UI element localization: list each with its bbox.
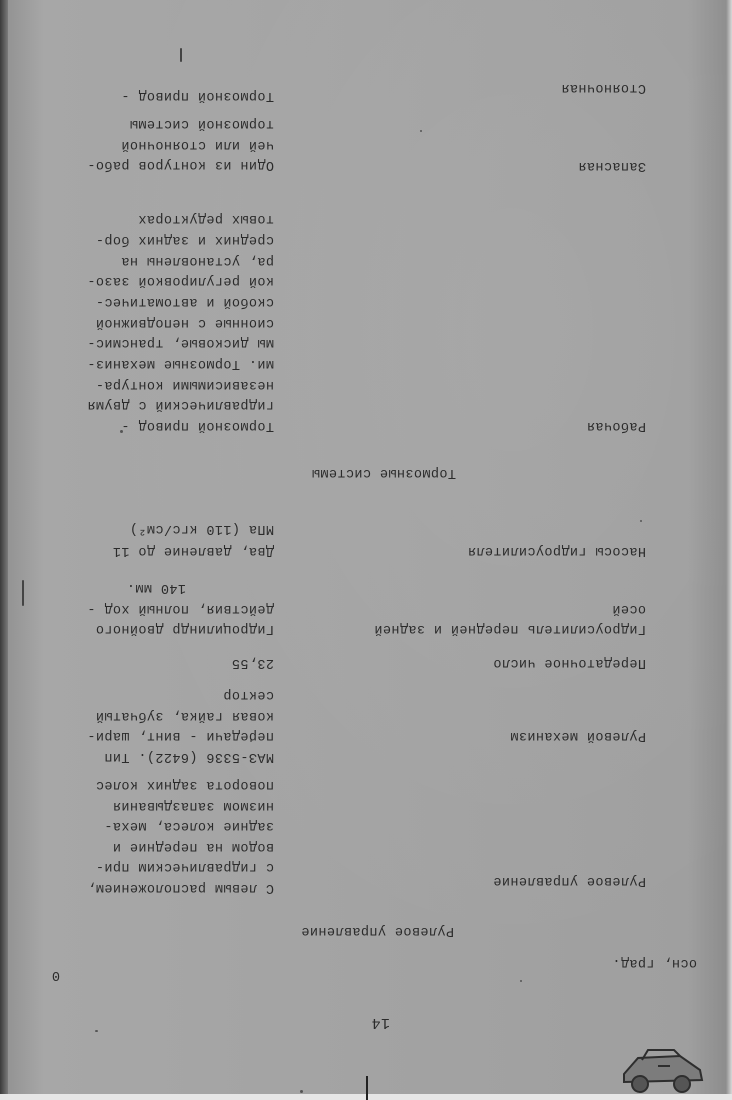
spec-value-line: Один из контуров рабо- <box>86 157 274 172</box>
section-title: Тормозные системы <box>311 465 456 480</box>
spec-value-line: товых редукторах <box>137 211 274 226</box>
spec-label: осн, град. <box>611 955 697 970</box>
spec-label-line: осей <box>611 601 646 616</box>
spec-value-line: гидравлический с двумя <box>86 397 274 412</box>
spec-value-line: МАЗ-5336 (6422). Тип <box>103 749 274 764</box>
spec-value-line: тормозной системы <box>129 116 274 131</box>
section-title: Рулевое управление <box>300 923 454 938</box>
spec-value-line: водом на передние и <box>112 839 274 854</box>
spec-value-line: низмом запаздывания <box>112 798 274 813</box>
spec-value-line: передачи - винт, шари- <box>86 728 274 743</box>
spec-label: Рулевое управление <box>492 873 646 888</box>
spec-label: Рулевой механизм <box>509 728 646 743</box>
spec-value-line: с гидравлическим при- <box>95 859 274 874</box>
spec-value-line: 140 мм. <box>126 580 186 595</box>
spec-value-line: С левым расположением, <box>86 880 274 895</box>
spec-value-line: независимыми контура- <box>95 377 274 392</box>
spec-value-line: поворота задних колес <box>95 777 274 792</box>
spec-value-line: Тормозной привод - <box>120 418 274 433</box>
spec-value: 0 <box>51 967 60 982</box>
spec-value-line: сектор <box>222 687 274 702</box>
spec-label-line: Гидроусилитель передней и задней <box>373 621 646 636</box>
spec-label: Рабочая <box>586 418 646 433</box>
spec-value-line: ра, установлены на <box>120 253 274 268</box>
spec-value: 23,55 <box>231 655 274 670</box>
spec-value-line: чей или стояночной <box>120 137 274 152</box>
spec-value-line: действия, полный ход - <box>86 601 274 616</box>
spec-label: Насосы гидроусилителя <box>467 543 646 558</box>
spec-value-line: Гидроцилиндр двойного <box>95 621 274 636</box>
spec-value-line: ми. Тормозные механиз- <box>86 356 274 371</box>
spec-value-line: МПа (110 кгс/см²) <box>129 521 274 536</box>
spec-value-line: сионные с неподвижной <box>95 315 274 330</box>
spec-value-line: Тормозной привод - <box>120 88 274 103</box>
spec-value-line: мы дисковые, трансмис- <box>86 335 274 350</box>
spec-label: Запасная <box>577 158 646 173</box>
spec-value-line: задние колеса, меха- <box>103 818 274 833</box>
spec-value-line: Два, давление до 11 <box>112 543 274 558</box>
spec-label: Передаточное число <box>492 655 646 670</box>
page-number: 14 <box>371 1014 390 1031</box>
spec-label: Стояночная <box>560 80 646 95</box>
spec-value-line: ковая гайка, зубчатый <box>95 708 274 723</box>
spec-value-line: средних и задних бор- <box>95 232 274 247</box>
spec-value-line: скобой и автоматичес- <box>95 294 274 309</box>
spec-value-line: кой регулировкой зазо- <box>86 273 274 288</box>
